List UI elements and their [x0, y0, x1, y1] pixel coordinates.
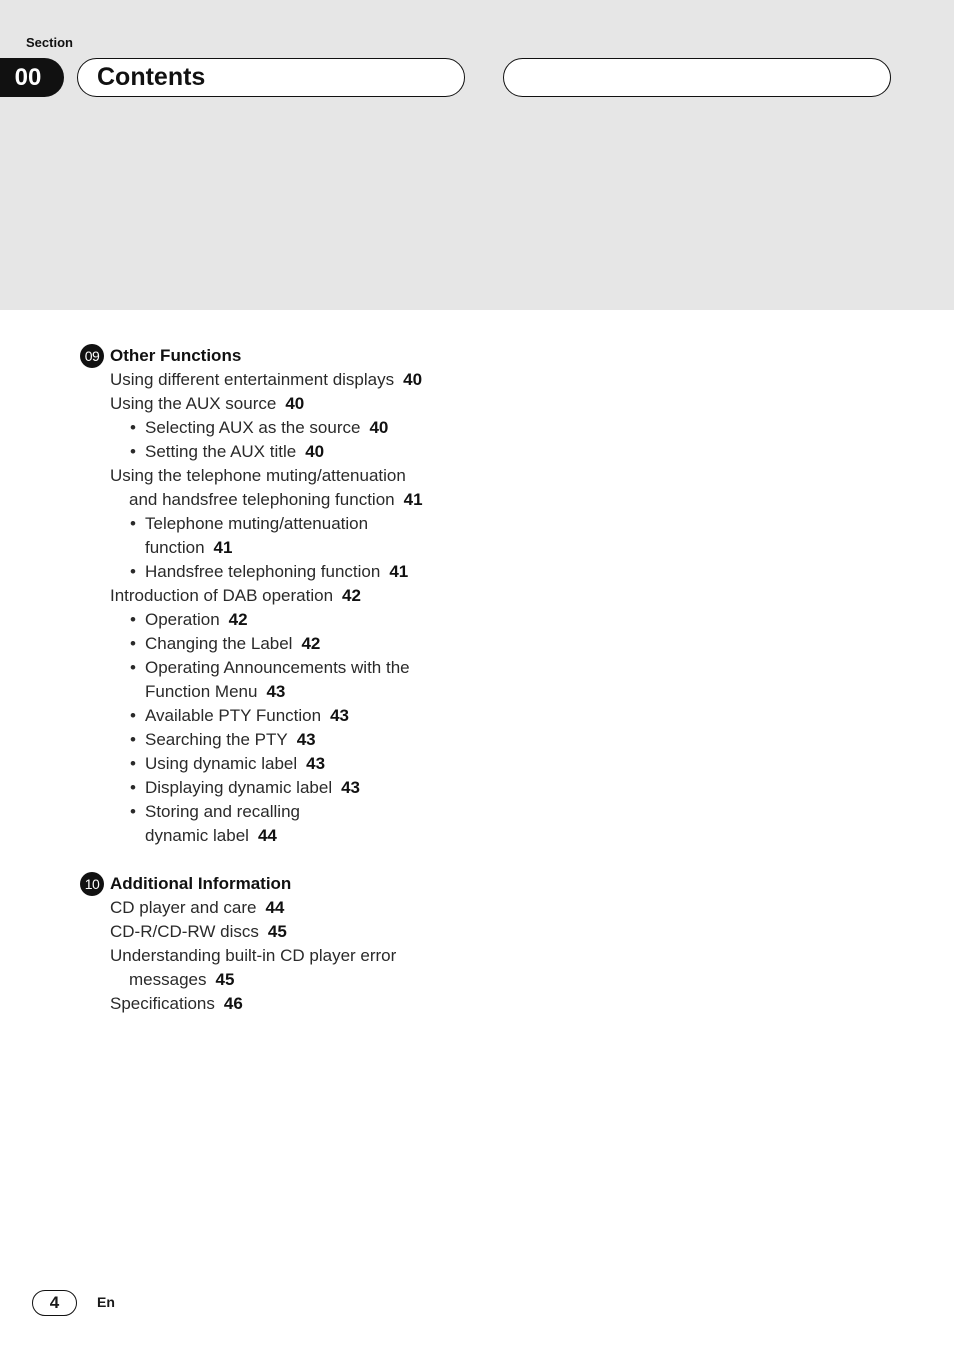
- toc-subentry[interactable]: [80, 656, 500, 680]
- toc-entry[interactable]: [80, 944, 500, 968]
- page-title: Contents: [97, 63, 206, 91]
- toc-subentry[interactable]: [80, 440, 500, 464]
- toc-entry-text: Introduction of DAB operation: [110, 586, 334, 605]
- toc-entry[interactable]: [80, 464, 500, 488]
- toc-entry-text: Operating Announcements with the: [145, 658, 410, 677]
- bullet-icon: •: [130, 754, 136, 773]
- empty-title-box: [503, 58, 891, 97]
- toc-subentry[interactable]: [80, 776, 500, 800]
- toc-entry-text: function: [145, 538, 205, 557]
- toc-entry-text: messages: [129, 970, 207, 989]
- toc-page-number: 42: [342, 586, 361, 605]
- toc-subentry[interactable]: [80, 632, 500, 656]
- toc-subentry[interactable]: [80, 728, 500, 752]
- toc-page-number: 40: [305, 442, 325, 461]
- bullet-icon: •: [130, 778, 136, 797]
- chapter-spacer: [80, 848, 500, 872]
- header-band: [0, 0, 954, 310]
- toc-page-number: 43: [341, 778, 361, 797]
- toc-page-number: 41: [213, 538, 233, 557]
- toc-entry-text: Function Menu: [145, 682, 258, 701]
- toc-entry-text: Telephone muting/attenuation: [145, 514, 369, 533]
- toc-entry-text: Setting the AUX title: [145, 442, 297, 461]
- bullet-icon: •: [130, 418, 136, 437]
- toc-entry-text: and handsfree telephoning function: [129, 490, 395, 509]
- toc-entry-text: CD player and care: [110, 898, 257, 917]
- toc-page-number: 45: [215, 970, 235, 989]
- toc-page-number: 44: [257, 826, 277, 845]
- toc-entry-continuation[interactable]: [80, 488, 500, 512]
- toc-page-number: 43: [330, 706, 350, 725]
- toc-entry[interactable]: [80, 896, 500, 920]
- bullet-icon: •: [130, 634, 136, 653]
- toc-subentry[interactable]: [80, 752, 500, 776]
- toc-page-number: 42: [301, 634, 321, 653]
- toc-entry-text: Handsfree telephoning function: [145, 562, 381, 581]
- toc-entry-text: Operation: [145, 610, 220, 629]
- bullet-icon: •: [130, 514, 136, 533]
- toc-entry[interactable]: [80, 992, 500, 1016]
- toc-entry[interactable]: [80, 392, 500, 416]
- bullet-icon: •: [130, 658, 136, 677]
- toc-subentry[interactable]: [80, 560, 500, 584]
- bullet-icon: •: [130, 610, 136, 629]
- toc-entry[interactable]: [80, 368, 500, 392]
- toc-entry-text: Selecting AUX as the source: [145, 418, 361, 437]
- bullet-icon: •: [130, 442, 136, 461]
- chapter-heading-additional-information: [80, 872, 500, 896]
- bullet-icon: •: [130, 706, 136, 725]
- toc-subentry[interactable]: [80, 416, 500, 440]
- chapter-title: Additional Information: [110, 874, 292, 893]
- bullet-icon: •: [130, 730, 136, 749]
- chapter-title: Other Functions: [110, 346, 242, 365]
- toc-entry-text: Using dynamic label: [145, 754, 298, 773]
- title-box: [77, 58, 465, 97]
- toc-page-number: 42: [228, 610, 248, 629]
- toc-subentry-continuation[interactable]: [80, 536, 500, 560]
- toc-entry-text: dynamic label: [145, 826, 249, 845]
- toc-entry-text: Specifications: [110, 994, 215, 1013]
- toc-page-number: 41: [389, 562, 409, 581]
- toc-page-number: 40: [285, 394, 305, 413]
- chapter-number-badge: 09: [80, 344, 104, 368]
- toc-entry-text: Storing and recalling: [145, 802, 300, 821]
- toc-subentry[interactable]: [80, 512, 500, 536]
- chapter-number-badge: 10: [80, 872, 104, 896]
- section-label: Section: [26, 35, 73, 50]
- toc-page-number: 43: [296, 730, 316, 749]
- toc-page-number: 43: [306, 754, 326, 773]
- toc-entry-text: Changing the Label: [145, 634, 293, 653]
- toc-entry-text: Using the AUX source: [110, 394, 277, 413]
- toc-entry-text: Searching the PTY: [145, 730, 288, 749]
- toc-entry-text: Understanding built-in CD player error: [110, 946, 397, 965]
- toc-page-number: 40: [369, 418, 389, 437]
- toc-subentry[interactable]: [80, 608, 500, 632]
- toc-subentry[interactable]: [80, 704, 500, 728]
- toc-entry-text: Using different entertainment displays: [110, 370, 395, 389]
- section-number-tab: 00: [0, 58, 64, 97]
- toc-subentry-continuation[interactable]: [80, 680, 500, 704]
- toc-page-number: 45: [267, 922, 287, 941]
- toc-entry[interactable]: [80, 920, 500, 944]
- language-label: En: [97, 1294, 115, 1310]
- toc-subentry-continuation[interactable]: [80, 824, 500, 848]
- toc-entry-text: Displaying dynamic label: [145, 778, 333, 797]
- chapter-heading-other-functions: [80, 344, 500, 368]
- toc-subentry[interactable]: [80, 800, 500, 824]
- toc-entry-continuation[interactable]: [80, 968, 500, 992]
- toc-entry-text: CD-R/CD-RW discs: [110, 922, 259, 941]
- toc-entry[interactable]: [80, 584, 500, 608]
- table-of-contents: [80, 344, 500, 1016]
- bullet-icon: •: [130, 802, 136, 821]
- page-number: 4: [32, 1290, 77, 1316]
- toc-entry-text: Available PTY Function: [145, 706, 322, 725]
- toc-page-number: 41: [403, 490, 423, 509]
- toc-page-number: 44: [265, 898, 285, 917]
- toc-entry-text: Using the telephone muting/attenuation: [110, 466, 406, 485]
- toc-page-number: 43: [266, 682, 286, 701]
- toc-page-number: 40: [403, 370, 423, 389]
- toc-page-number: 46: [223, 994, 243, 1013]
- bullet-icon: •: [130, 562, 136, 581]
